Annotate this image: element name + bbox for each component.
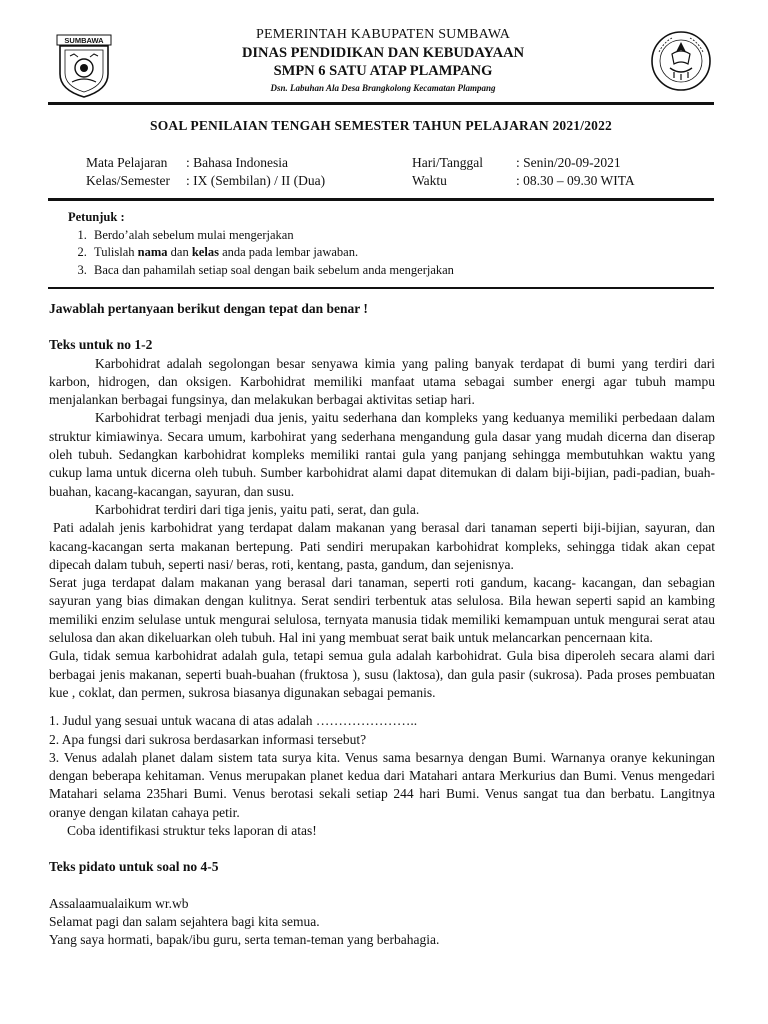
direction-text: Baca dan pahamilah setiap soal dengan baik sebelum anda mengerjakan — [94, 262, 454, 277]
direction-text: Tulislah — [94, 245, 138, 259]
reading-paragraph: Karbohidrat adalah segolongan besar senyawa kimia yang paling banyak terdapat di bumi yang terdiri dari karbon, hidrogen, dan oksigen. Karbohidrat memiliki manfaat utama sebagai sumber energi agar tubuh mampu menjalankan berbagai fungsinya, dan melakukan berbagai aktivitas setiap hari. — [49, 355, 715, 408]
directions — [68, 209, 698, 279]
header-divider — [48, 102, 714, 105]
crest-label: SUMBAWA — [64, 36, 104, 45]
question-item: 1. Judul yang sesuai untuk wacana di atas adalah ………………….. — [49, 713, 418, 729]
letterhead — [48, 26, 714, 102]
speech-line: Assalaamualaikum wr.wb — [49, 895, 189, 911]
reading-paragraph: Serat juga terdapat dalam makanan yang berasal dari tanaman, seperti roti gandum, kacang- kacangan, dan sebagian sayuran yang bias dimakan dengan kulitnya. Serat sendiri terbentuk atas selulosa. Bila hewan seperti sapid an kambing memiliki enzim selulase untuk mengurai selulosa, ternyata manusia tidak memiliki kemampuan untuk mengurai serat atau selulosa dan akan dikeluarkan oleh tubuh. Hal ini yang membuat serat baik untuk melancarkan pencernaan kita. — [49, 575, 715, 646]
directions-title: Petunjuk : — [68, 210, 125, 224]
directions-divider — [48, 287, 714, 289]
class-value: : IX (Sembilan) / II (Dua) — [186, 173, 326, 188]
date-value: : Senin/20-09-2021 — [516, 155, 621, 170]
identity-divider — [48, 198, 714, 201]
direction-item — [90, 227, 698, 245]
reading-paragraph: Pati adalah jenis karbohidrat yang terdapat dalam makanan yang berasal dari tanaman seperti biji-bijian, sayuran, dan kacang-kacangan serta makanan bertepung. Pati sendiri merupakan karbohidrat kompleks, sehingga tidak akan cepat dipecah dalam tubuh, seperti nasi/ beras, roti, kentang, pasta, gandum, dan sejenisnya. — [49, 520, 715, 572]
speech-text-heading: Teks pidato untuk soal no 4-5 — [49, 859, 219, 875]
direction-item — [90, 262, 698, 280]
government-name: PEMERINTAH KABUPATEN SUMBAWA — [255, 27, 511, 42]
direction-text: Berdo’alah sebelum mulai mengerjakan — [94, 227, 294, 242]
class-label: Kelas/Semester — [86, 173, 170, 188]
school-address: Dsn. Labuhan Ala Desa Brangkolong Kecamatan Plampang — [270, 83, 496, 93]
reading-paragraph: Karbohidrat terbagi menjadi dua jenis, yaitu sederhana dan kompleks yang keduanya memiliki perbedaan dalam struktur kimiawinya. Secara umum, karbohirat yang sederhana mengandung gula dasar yang mudah dicerna dan diserap oleh tubuh. Sedangkan karbohidrat kompleks memiliki rantai gula yang panjang sehingga membutuhkan waktu yang cukup lama untuk dicerna oleh tubuh. Sumber karbohidrat alami dapat ditemukan di dalam biji-bijian, padi-padian, buah-buahan, kacang-kacangan, sayuran, dan susu. — [49, 410, 715, 499]
answer-instruction: Jawablah pertanyaan berikut dengan tepat dan benar ! — [49, 301, 368, 316]
direction-text: anda pada lembar jawaban. — [218, 245, 359, 259]
subject-value: : Bahasa Indonesia — [186, 155, 288, 170]
department-name: DINAS PENDIDIKAN DAN KEBUDAYAAN — [241, 45, 525, 61]
time-label: Waktu — [412, 173, 447, 188]
question-instruction: Coba identifikasi struktur teks laporan di atas! — [67, 823, 317, 839]
directions-list — [90, 227, 698, 280]
speech-line: Selamat pagi dan salam sejahtera bagi kita semua. — [49, 913, 320, 929]
question-item: 2. Apa fungsi dari sukrosa berdasarkan informasi tersebut? — [49, 731, 367, 747]
direction-emphasis: kelas — [191, 245, 219, 259]
question-item: 3. Venus adalah planet dalam sistem tata surya kita. Venus sama besarnya dengan Bumi. Warnanya oranye kekuningan dengan beberapa kehitaman. Venus merupakan planet kedua dari Matahari antara Merkurius dan Bumi. Venus mengedari Matahari selama 235hari Bumi. Venus berotasi sekali setiap 244 hari Bumi. Venus sangat tua dan berbatu. Langitnya oranye dengan kilatan cahaya petir. — [49, 749, 715, 820]
speech-line: Yang saya hormati, bapak/ibu guru, serta teman-teman yang berbahagia. — [49, 932, 440, 948]
letterhead-text — [118, 26, 648, 95]
subject-label: Mata Pelajaran — [86, 155, 168, 170]
exam-title: SOAL PENILAIAN TENGAH SEMESTER TAHUN PELAJARAN 2021/2022 — [149, 118, 613, 133]
direction-text: dan — [167, 245, 192, 259]
reading-paragraph: Karbohidrat terdiri dari tiga jenis, yaitu pati, serat, dan gula. — [95, 501, 420, 517]
regency-crest-icon — [56, 34, 112, 98]
reading-text-heading: Teks untuk no 1-2 — [49, 337, 153, 353]
direction-emphasis: nama — [137, 245, 168, 259]
exam-body — [49, 300, 715, 950]
time-value: : 08.30 – 09.30 WITA — [516, 173, 635, 188]
exam-identity — [86, 154, 706, 190]
date-label: Hari/Tanggal — [412, 155, 484, 170]
reading-paragraph: Gula, tidak semua karbohidrat adalah gula, tetapi semua gula adalah karbohidrat. Gula bisa diperoleh secara alami dari berbagai jenis makanan, seperti buah-buahan (fruktosa ), susu (laktosa), dan gula pasir (sukrosa). Pada proses pembuatan kue , coklat, dan permen, sukrosa biasanya digunakan sebagai pemanis. — [49, 648, 715, 700]
school-name: SMPN 6 SATU ATAP PLAMPANG — [273, 63, 493, 79]
direction-item — [90, 244, 698, 262]
tut-wuri-handayani-icon — [650, 30, 712, 92]
